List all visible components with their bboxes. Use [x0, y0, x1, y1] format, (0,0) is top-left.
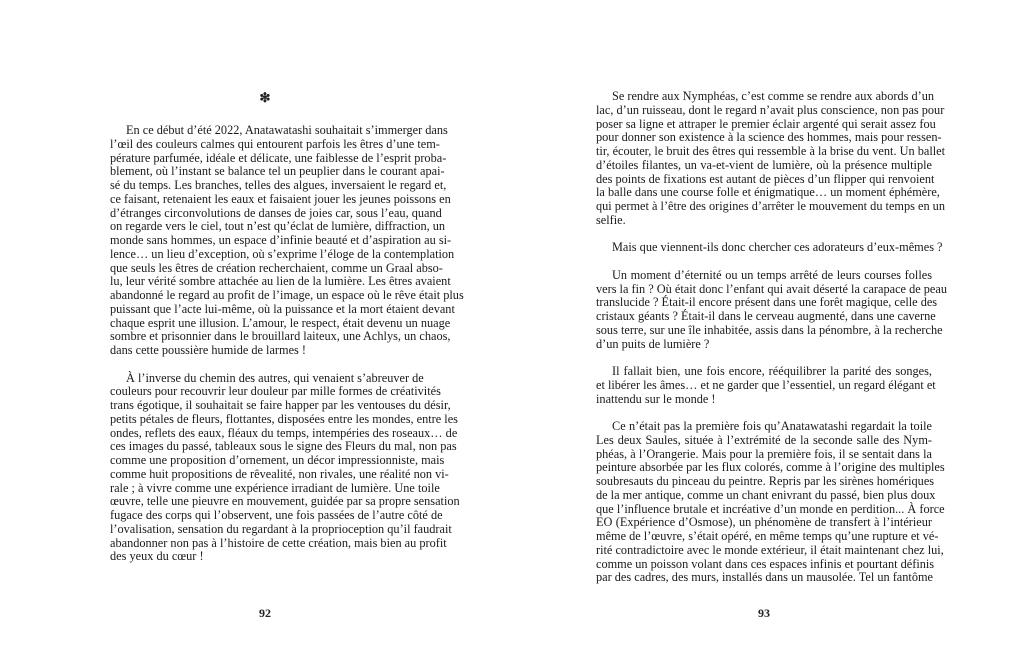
- text-line: la balle dans une course folle et énigmatique… un moment éphémère,: [596, 185, 940, 200]
- right-page: [512, 0, 1024, 666]
- text-line: d’étranges circonvolutions de danses de joies car, sous l’eau, quand: [110, 205, 442, 220]
- text-line: sombre et prisonnier dans le brouillard laiteux, une Achlys, un chaos,: [110, 329, 451, 344]
- text-line: et libérer les âmes… et ne garder que l’essentiel, un regard élégant et: [596, 377, 936, 392]
- text-line: fugace des corps qui l’observent, une fois passées de l’autre côté de: [110, 508, 443, 522]
- text-line: tir, écouter, le bruit des êtres qui ressemble à la brise du vent. Un ballet: [596, 144, 946, 158]
- text-line: blement, où l’instant se balance tel un peuplier dans le courant apai-: [110, 164, 445, 179]
- text-line: l’œil des couleurs calmes qui entourent parfois les êtres d’une tem-: [110, 136, 440, 151]
- text-line: EO (Expérience d’Osmose), un phénomène de transfert à l’intérieur: [596, 515, 932, 530]
- text-line: selfie.: [596, 212, 626, 227]
- text-line: des yeux du cœur !: [110, 549, 204, 564]
- text-line: comme huit propositions de rêvealité, non rivales, une réalité non vi-: [110, 466, 449, 481]
- text-line: lac, d’un ruisseau, dont le regard n’avait plus conscience, non pas pour: [596, 102, 945, 117]
- paragraph: [596, 364, 936, 406]
- text-line: Les deux Saules, située à l’extrémité de la seconde salle des Nym-: [596, 432, 932, 447]
- text-line: Mais que viennent-ils donc chercher ces adorateurs d’eux-mêmes ?: [612, 240, 943, 255]
- text-line: de la mer antique, comme un chant enivrant du passé, bien plus doux: [596, 487, 936, 502]
- text-line: d’étoiles filantes, un va-et-vient de lumière, où la présence multiple: [596, 157, 932, 172]
- text-line: cristaux géants ? Était-il dans le cerveau augmenté, dans une caverne: [596, 309, 936, 323]
- text-line: ondes, reflets des eaux, fléaux du temps, intempéries des roseaux… de: [110, 425, 458, 440]
- paragraph: [596, 89, 946, 228]
- text-line: couleurs pour recouvrir leur douleur par mille formes de créativités: [110, 384, 441, 399]
- text-line: En ce début d’été 2022, Anatawatashi souhaitait s’immerger dans: [126, 123, 448, 137]
- text-line: pérature parfumée, idéale et délicate, une faiblesse de l’esprit proba-: [110, 150, 447, 165]
- text-line: Un moment d’éternité ou un temps arrêté de leurs courses folles: [612, 267, 932, 282]
- text-line: œuvre, telle une pieuvre en mouvement, guidée par sa propre sensation: [110, 494, 460, 509]
- right-page-text: [596, 89, 947, 599]
- text-line: Il fallait bien, une fois encore, rééquilibrer la parité des songes,: [612, 364, 932, 378]
- text-line: qui permet à l’être des origines d’arrêter le mouvement du temps en un: [596, 199, 945, 213]
- text-line: Ce n’était pas la première fois qu’Anatawatashi regardait la toile: [612, 419, 932, 433]
- text-line: petits pétales de fleurs, flottantes, disposées entre les mondes, entre les: [110, 411, 458, 426]
- text-line: comme un poisson volant dans ces espaces infinis et pourtant définis: [596, 556, 935, 571]
- paragraph: [110, 370, 460, 565]
- text-line: par des cadres, des murs, installés dans un mausolée. Tel un fantôme: [596, 570, 933, 585]
- text-line: inattendu sur le monde !: [596, 391, 716, 406]
- text-line: ces images du passé, tableaux sous le signe des Fleurs du mal, non pas: [110, 439, 457, 454]
- page-number-left: 92: [259, 606, 271, 620]
- text-line: soubresauts du pinceau du peintre. Repris par les sirènes homériques: [596, 474, 935, 488]
- text-line: d’un puits de lumière ?: [596, 336, 710, 351]
- text-line: lu, leur vérité sombre attachée au lien de la lumière. Les êtres avaient: [110, 274, 451, 289]
- text-line: sé du temps. Les branches, telles des algues, inversaient le regard et,: [110, 178, 447, 192]
- text-line: sous terre, sur une île inhabitée, assis dans la pénombre, à la recherche: [596, 322, 943, 337]
- text-line: puissant que l’acte lui-même, où la puissance et la mort étaient devant: [110, 301, 455, 316]
- text-line: phéas, à l’Orangerie. Mais pour la première fois, il se sentait dans la: [596, 446, 932, 461]
- text-line: rité contradictoire avec le monde extérieur, il était maintenant chez lui,: [596, 542, 944, 557]
- text-line: lence… un lieu d’exception, où s’exprime l’éloge de la contemplation: [110, 246, 455, 261]
- text-line: que seuls les êtres de création recherchaient, comme un Graal abso-: [110, 260, 443, 275]
- paragraph: [596, 419, 945, 585]
- text-line: À l’inverse du chemin des autres, qui venaient s’abreuver de: [126, 370, 424, 385]
- text-line: trans égotique, il souhaitait se faire happer par les ventouses du désir,: [110, 398, 451, 412]
- paragraph: [110, 123, 464, 358]
- text-line: des points de fixations est autant de pièces d’un flipper qui renvoient: [596, 171, 935, 186]
- text-line: comme une proposition d’ornement, un décor impressionniste, mais: [110, 453, 445, 467]
- text-line: l’ovalisation, sensation du regardant à la proprioception qu’il faudrait: [110, 521, 452, 536]
- text-line: poser sa ligne et attraper le premier éclair argenté qui serait assez fou: [596, 116, 936, 131]
- text-line: dans cette poussière humide de larmes !: [110, 343, 306, 357]
- paragraph: [596, 267, 947, 352]
- text-line: ce faisant, retenaient les eaux et faisaient jouer les jeunes poissons en: [110, 191, 451, 206]
- page-number-right: 93: [758, 606, 770, 620]
- paragraph: [596, 240, 943, 255]
- text-line: abandonner non pas à l’histoire de cette création, mais bien au profit: [110, 535, 447, 550]
- text-line: translucide ? Était-il encore présent dans une forêt magique, celle des: [596, 295, 938, 310]
- text-line: peinture absorbée par les flux colorés, comme à l’origine des multiples: [596, 460, 945, 475]
- text-line: rale ; à vivre comme une expérience irradiant de lumière. Une toile: [110, 480, 440, 495]
- text-line: on regarde vers le ciel, tout n’est qu’éclat de lumière, diffraction, un: [110, 219, 446, 234]
- text-line: chaque esprit une illusion. L’amour, le respect, était devenu un nuage: [110, 315, 451, 330]
- text-line: Se rendre aux Nymphéas, c’est comme se rendre aux abords d’un: [612, 89, 934, 103]
- text-line: même de l’œuvre, s’était opéré, en même temps qu’une rupture et vé-: [596, 529, 939, 543]
- text-line: vers la fin ? Où était donc l’enfant qui avait déserté la carapace de peau: [596, 281, 947, 296]
- text-line: monde sans hommes, un espace d’infinie beauté et d’aspiration au si-: [110, 233, 452, 247]
- text-line: que l’influence brutale et incréative d’un monde en perdition... À force: [596, 501, 945, 516]
- text-line: pour donner son existence à la science des hommes, mais pour ressen-: [596, 130, 942, 145]
- left-page-text: [110, 123, 464, 578]
- text-line: abandonné le regard au profit de l’image, un espace où le rêve était plus: [110, 288, 464, 302]
- section-break-ornament-icon: ❇: [259, 90, 271, 105]
